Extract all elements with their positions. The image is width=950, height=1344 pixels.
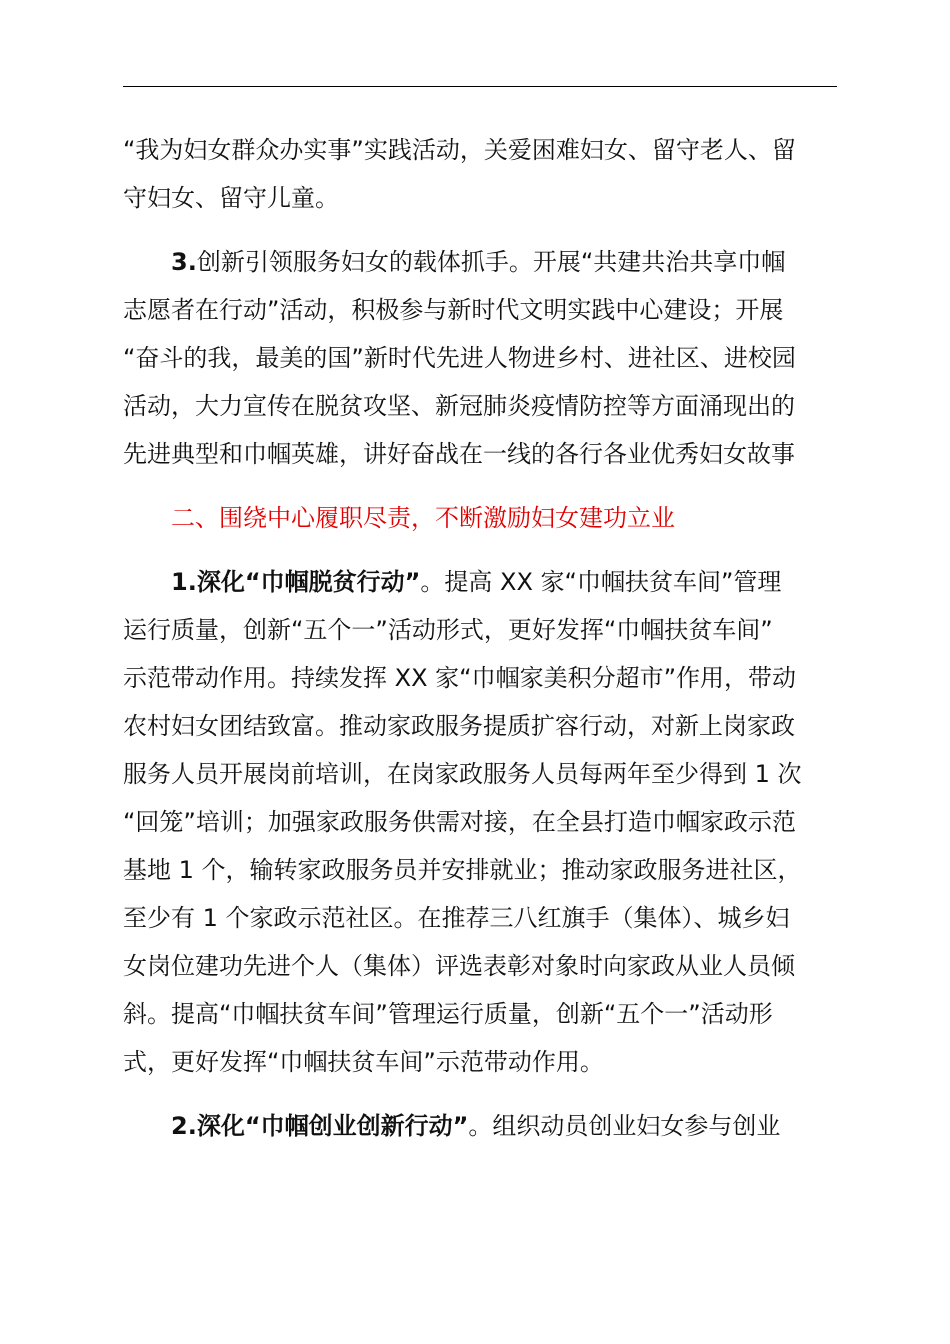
- document-body: [123, 126, 837, 1150]
- text-line: 活动，大力宣传在脱贫攻坚、新冠肺炎疫情防控等方面涌现出的: [123, 392, 795, 420]
- text-line: 先进典型和巾帼英雄，讲好奋战在一线的各行各业优秀妇女故事: [123, 440, 795, 468]
- text-line: 。组织动员创业妇女参与创业: [468, 1112, 781, 1140]
- paragraph-1: [123, 126, 837, 222]
- text-line: 服务人员开展岗前培训，在岗家政服务人员每两年至少得到 1 次: [123, 760, 802, 788]
- text-line: 农村妇女团结致富。推动家政服务提质扩容行动，对新上岗家政: [123, 712, 795, 740]
- paragraph-2: [123, 238, 837, 478]
- section-heading: 二、围绕中心履职尽责，不断激励妇女建功立业: [171, 504, 675, 532]
- text-line: 创新引领服务妇女的载体抓手。开展“共建共治共享巾帼: [196, 248, 786, 276]
- text-line: 守妇女、留守儿童。: [123, 184, 339, 212]
- text-line: 运行质量，创新“五个一”活动形式，更好发挥“巾帼扶贫车间”: [123, 616, 773, 644]
- text-line: 至少有 1 个家政示范社区。在推荐三八红旗手（集体）、城乡妇: [123, 904, 790, 932]
- text-line: “回笼”培训；加强家政服务供需对接，在全县打造巾帼家政示范: [123, 808, 796, 836]
- item-title: 2.深化“巾帼创业创新行动”: [171, 1112, 469, 1140]
- item-title: 1.深化“巾帼脱贫行动”: [171, 568, 421, 596]
- text-line: “奋斗的我，最美的国”新时代先进人物进乡村、进社区、进校园: [123, 344, 796, 372]
- paragraph-4: [123, 1102, 837, 1150]
- text-line: 。提高 XX 家“巾帼扶贫车间”管理: [420, 568, 782, 596]
- text-line: 式，更好发挥“巾帼扶贫车间”示范带动作用。: [123, 1048, 604, 1076]
- header-rule: [123, 86, 837, 87]
- text-line: 斜。提高“巾帼扶贫车间”管理运行质量，创新“五个一”活动形: [123, 1000, 773, 1028]
- text-line: 示范带动作用。持续发挥 XX 家“巾帼家美积分超市”作用，带动: [123, 664, 797, 692]
- paragraph-3: [123, 558, 837, 1086]
- item-number: 3.: [171, 248, 197, 276]
- text-line: 志愿者在行动”活动，积极参与新时代文明实践中心建设；开展: [123, 296, 784, 324]
- text-line: 女岗位建功先进个人（集体）评选表彰对象时向家政从业人员倾: [123, 952, 795, 980]
- text-line: “我为妇女群众办实事”实践活动，关爱困难妇女、留守老人、留: [123, 136, 796, 164]
- text-line: 基地 1 个，输转家政服务员并安排就业；推动家政服务进社区，: [123, 856, 802, 884]
